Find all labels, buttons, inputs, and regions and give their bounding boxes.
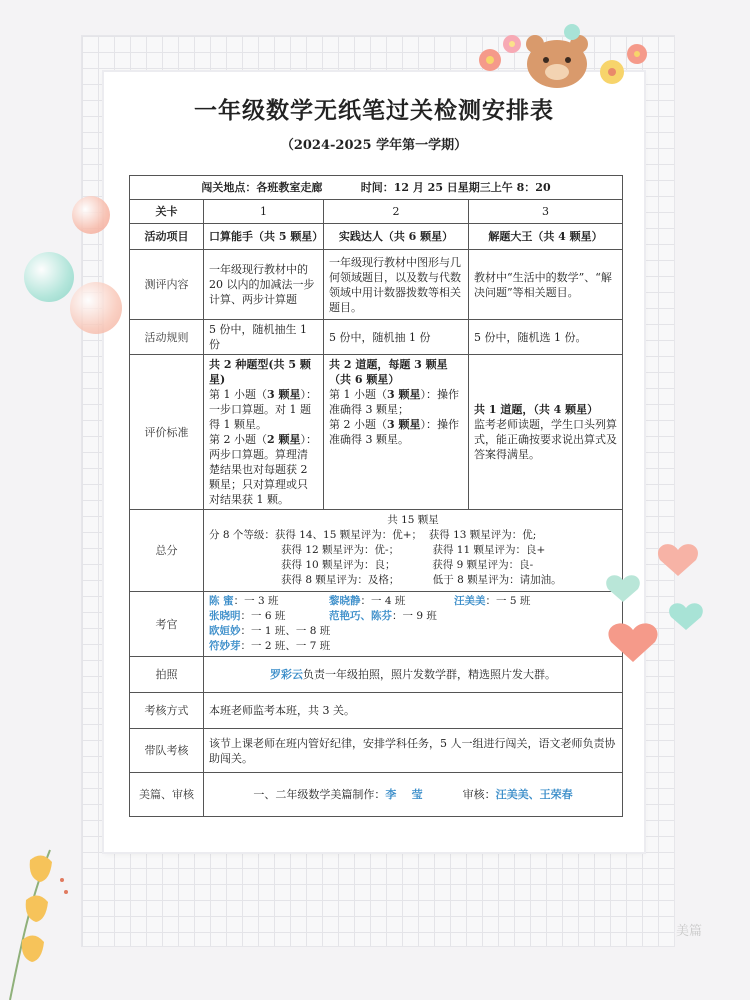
hearts-icon — [598, 530, 708, 680]
photo-cell: 罗彩云负责一年级拍照，照片发数学群，精选照片发大群。 — [204, 657, 623, 693]
examiner-label: 考官 — [130, 592, 204, 657]
content-row — [130, 250, 623, 320]
examiner-cell — [204, 592, 623, 657]
content-2: 一年级现行教材中图形与几何领域题目，以及数与代数领域中用计数器拨数等相关题目。 — [324, 250, 469, 320]
stage-2: 2 — [324, 200, 469, 224]
total-label: 总分 — [130, 510, 204, 592]
stage-1: 1 — [204, 200, 324, 224]
stage-label: 关卡 — [130, 200, 204, 224]
stage-3: 3 — [469, 200, 623, 224]
criteria-3-head: 共 1 道题，（共 4 颗星） — [474, 403, 599, 416]
total-cell — [204, 510, 623, 592]
lead-cell: 该节上课老师在班内管好纪律，安排学科任务，5 人一组进行闯关，语文老师负责协助闯关。 — [204, 729, 623, 773]
criteria-1-part2: 第 2 小题（2 颗星）：两步口算题。算理清楚结果也对每题获 2 颗星；只对算理或只对结果获 1 颗。 — [209, 433, 317, 506]
examiner-line-3: 欧姮妙：一 1 班、一 8 班 — [209, 625, 331, 637]
content-3: 教材中“生活中的数学”、“解决问题”等相关题目。 — [469, 250, 623, 320]
criteria-2-part1: 第 1 小题（3 颗星）：操作准确得 3 颗星； — [329, 388, 459, 416]
watermark: 美篇 — [676, 924, 703, 939]
method-label: 考核方式 — [130, 693, 204, 729]
content-1: 一年级现行教材中的 20 以内的加减法一步计算、两步计算题 — [204, 250, 324, 320]
examiner-row — [130, 592, 623, 657]
criteria-1 — [204, 355, 324, 510]
total-row — [130, 510, 623, 592]
mint-bubble-icon — [24, 252, 74, 302]
rule-label: 活动规则 — [130, 320, 204, 355]
rule-3: 5 份中，随机选 1 份。 — [469, 320, 623, 355]
photo-label: 拍照 — [130, 657, 204, 693]
peach-bubble-icon — [70, 282, 122, 334]
photo-row — [130, 657, 623, 693]
examiner-line-4: 符妙芽：一 2 班、一 7 班 — [209, 640, 331, 652]
activity-3: 解题大王（共 4 颗星） — [469, 224, 623, 250]
total-line-3: 获得 10 颗星评为：良； 获得 9 颗星评为：良- — [281, 559, 534, 571]
lead-row — [130, 729, 623, 773]
lead-label: 带队考核 — [130, 729, 204, 773]
stage-row — [130, 200, 623, 224]
examiner-line-1: 陈 蜜：一 3 班 黎晓静：一 4 班 汪美美：一 5 班 — [209, 595, 531, 607]
criteria-2-head: 共 2 道题，每题 3 颗星（共 6 颗星） — [329, 358, 448, 386]
criteria-3 — [469, 355, 623, 510]
activity-label: 活动项目 — [130, 224, 204, 250]
activity-1: 口算能手（共 5 颗星） — [204, 224, 324, 250]
method-cell: 本班老师监考本班，共 3 关。 — [204, 693, 623, 729]
edit-label: 美篇、审核 — [130, 773, 204, 817]
method-row — [130, 693, 623, 729]
total-line-4: 获得 8 颗星评为：及格； 低于 8 颗星评为：请加油。 — [281, 574, 562, 586]
criteria-2-part2: 第 2 小题（3 颗星）：操作准确得 3 颗星。 — [329, 418, 459, 446]
criteria-3-body: 监考老师读题，学生口头列算式，能正确按要求说出算式及答案得满星。 — [474, 418, 617, 461]
criteria-row — [130, 355, 623, 510]
bear-flowers-icon — [472, 24, 672, 94]
rule-1: 5 份中，随机抽生 1 份 — [204, 320, 324, 355]
total-line-2: 获得 12 颗星评为：优-； 获得 11 颗星评为：良+ — [281, 544, 546, 556]
content-label: 测评内容 — [130, 250, 204, 320]
rule-2: 5 份中，随机抽 1 份 — [324, 320, 469, 355]
criteria-1-head: 共 2 种题型(共 5 颗星) — [209, 358, 311, 386]
bellflower-icon — [0, 840, 90, 1000]
criteria-1-part1: 第 1 小题（3 颗星）：一步口算题。对 1 题得 1 颗星。 — [209, 388, 317, 431]
page-subtitle: （2024-2025 学年第一学期） — [280, 138, 468, 153]
page-title: 一年级数学无纸笔过关检测安排表 — [194, 97, 554, 124]
activity-2: 实践达人（共 6 颗星） — [324, 224, 469, 250]
total-line-1: 分 8 个等级：获得 14、15 颗星评为：优+； 获得 13 颗星评为：优; — [209, 529, 537, 541]
schedule-table — [129, 175, 623, 817]
examiner-line-2: 张晓明：一 6 班 范艳巧、陈芬：一 9 班 — [209, 610, 437, 622]
info-row — [130, 176, 623, 200]
total-line-0: 共 15 颗星 — [387, 514, 439, 526]
info-cell: 闯关地点：各班教室走廊 时间：12 月 25 日星期三上午 8：20 — [130, 176, 623, 200]
rule-row — [130, 320, 623, 355]
edit-row — [130, 773, 623, 817]
criteria-label: 评价标准 — [130, 355, 204, 510]
edit-cell: 一、二年级数学美篇制作：李 莹 审核：汪美美、王荣春 — [204, 773, 623, 817]
pink-bubble-icon — [72, 196, 110, 234]
activity-row — [130, 224, 623, 250]
criteria-2 — [324, 355, 469, 510]
